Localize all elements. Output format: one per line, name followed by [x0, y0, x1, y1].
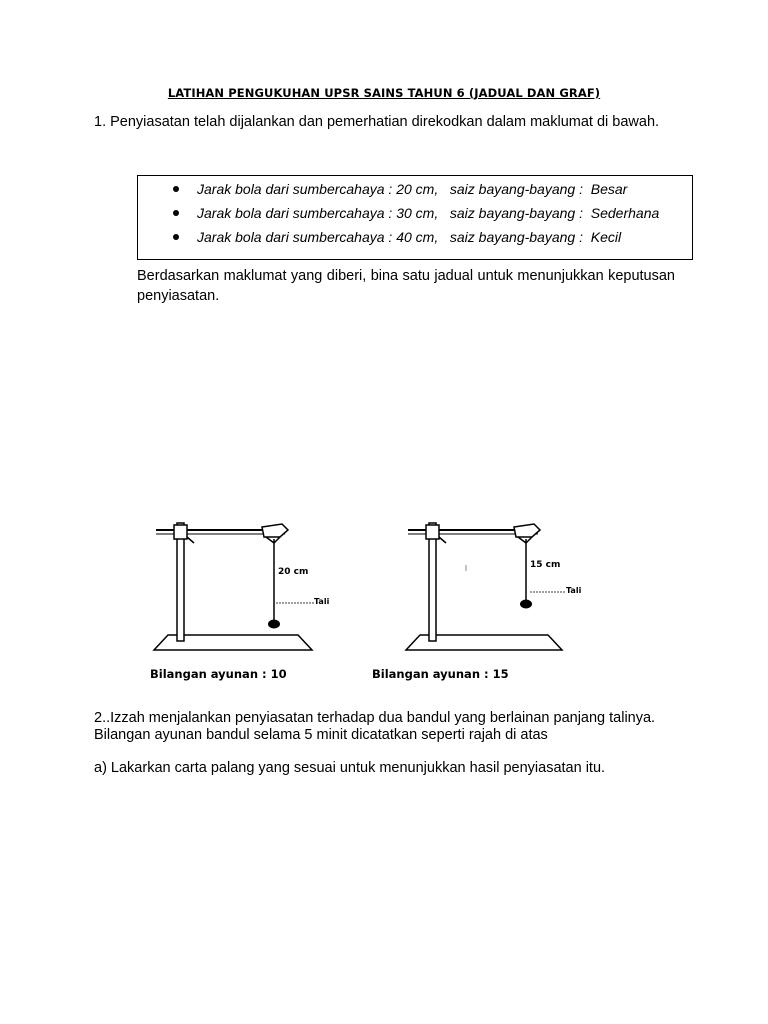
observation-item [138, 177, 628, 201]
stand-rod [177, 523, 184, 641]
pendulum-figure-2 [400, 515, 590, 655]
bullet-icon [173, 186, 179, 192]
worksheet-title: LATIHAN PENGUKUHAN UPSR SAINS TAHUN 6 (JADUAL DAN GRAF) [167, 86, 601, 100]
observation-item [138, 225, 622, 249]
pendulum-bob [268, 620, 280, 629]
question-1-instruction: Berdasarkan maklumat yang diberi, bina satu jadual untuk menunjukkan keputusan penyiasatan. [137, 268, 675, 304]
figure-1-caption: Bilangan ayunan : 10 [150, 667, 287, 681]
length-label: 20 cm [278, 567, 309, 577]
retort-stand-diagram [150, 515, 320, 655]
string-label: Tali [314, 597, 330, 606]
bullet-icon [173, 210, 179, 216]
retort-stand-diagram [400, 515, 590, 655]
question-2-line-1: 2..Izzah menjalankan penyiasatan terhadap dua bandul yang berlainan panjang talinya. [94, 710, 656, 726]
clamp-end [262, 524, 288, 537]
pendulum-figure-1 [150, 515, 330, 655]
observation-text: Jarak bola dari sumbercahaya : 20 cm, saiz bayang-bayang : Besar [197, 181, 628, 197]
stand-rod [429, 523, 436, 641]
observation-text: Jarak bola dari sumbercahaya : 30 cm, saiz bayang-bayang : Sederhana [197, 205, 660, 221]
observation-text: Jarak bola dari sumbercahaya : 40 cm, saiz bayang-bayang : Kecil [197, 229, 622, 245]
clamp-boss [174, 525, 187, 539]
question-2-line-2: Bilangan ayunan bandul selama 5 minit dicatatkan seperti rajah di atas [94, 727, 548, 743]
observation-item [138, 201, 660, 225]
clamp-boss [426, 525, 439, 539]
question-2-text [94, 710, 655, 744]
length-label: 15 cm [530, 560, 561, 570]
pendulum-bob [520, 600, 532, 609]
bullet-icon [173, 234, 179, 240]
string-label: Tali [566, 586, 582, 595]
question-2a-text: a) Lakarkan carta palang yang sesuai untuk menunjukkan hasil penyiasatan itu. [94, 760, 606, 776]
clamp-end [514, 524, 540, 537]
figure-2-caption: Bilangan ayunan : 15 [372, 667, 509, 681]
observations-box [137, 175, 693, 260]
question-1-text: 1. Penyiasatan telah dijalankan dan pemerhatian direkodkan dalam maklumat di bawah. [94, 114, 660, 130]
